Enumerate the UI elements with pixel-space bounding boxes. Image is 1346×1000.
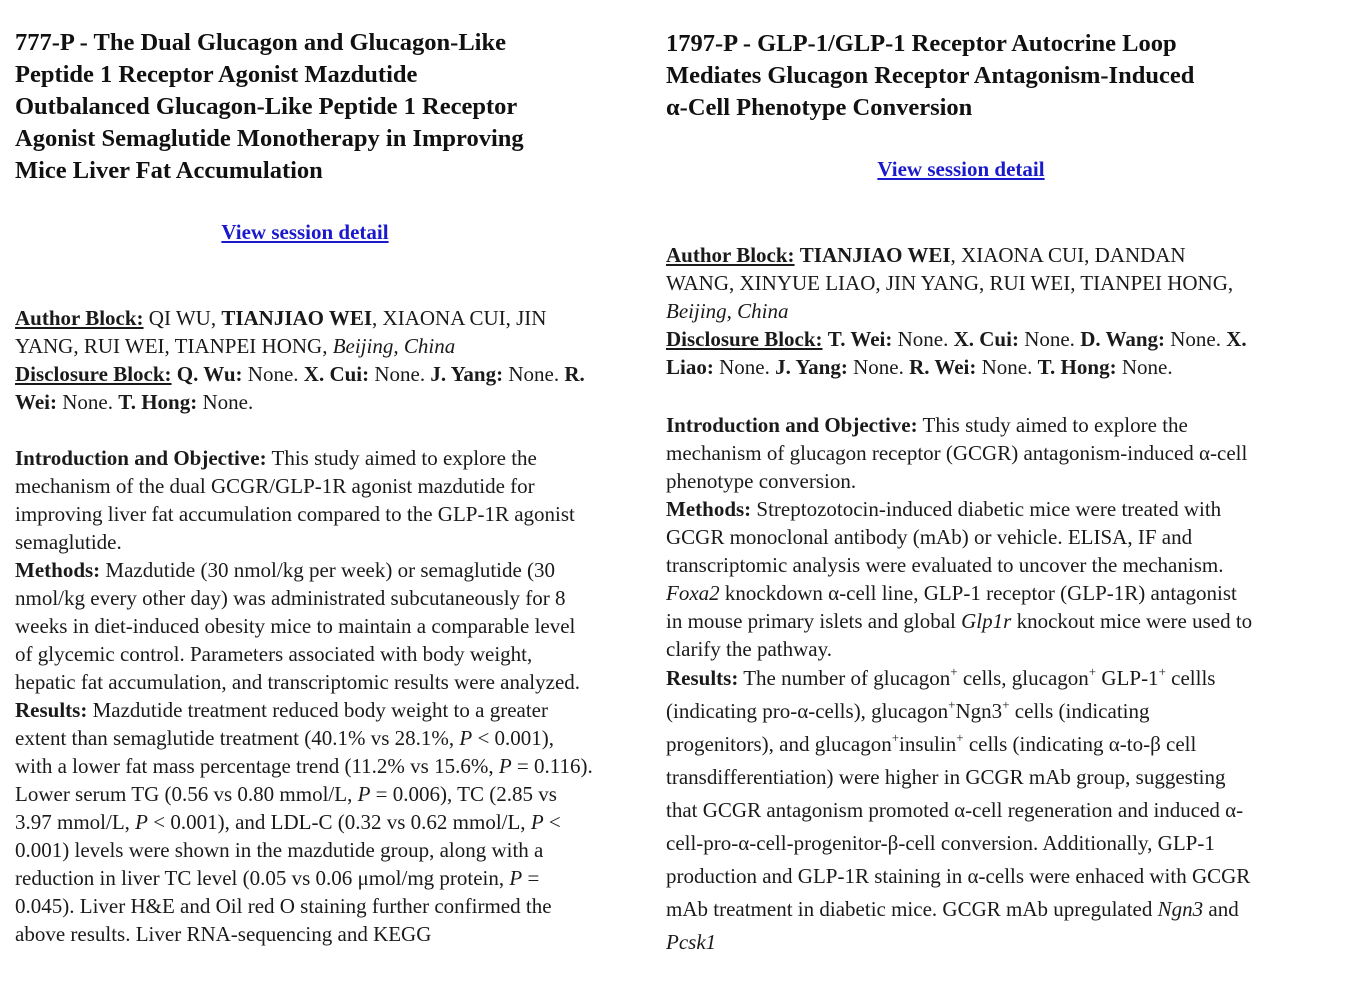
- bold-text: Introduction and Objective:: [666, 413, 918, 437]
- bold-text: T. Wei:: [827, 327, 893, 351]
- text-run: None.: [892, 327, 954, 351]
- text-run: None.: [503, 362, 565, 386]
- abstract-body: [15, 444, 595, 948]
- bold-text: X. Liao:: [666, 327, 1247, 379]
- bold-text: T. Hong:: [118, 390, 198, 414]
- title-line: Mice Liver Fat Accumulation: [15, 157, 323, 184]
- italic-text: Glp1r: [961, 609, 1012, 633]
- text-run: cells (indicating α-to-β cell transdifferentiation) were higher in GCGR mAb group, suggesting that GCGR antagonism promoted α-cell regeneration and induced α-cell-pro-α-cell-progenitor-β-cell conversion. Additionally, GLP-1 production and GLP-1R staining in α-cells were enhaced with GCGR mAb treatment in diabetic mice. GCGR mAb upregulated: [666, 732, 1251, 921]
- bold-text: J. Yang:: [430, 362, 504, 386]
- text-run: < 0.001), with a lower fat mass percentage trend (11.2% vs 15.6%,: [15, 726, 555, 778]
- abstract-title: [666, 28, 1256, 124]
- view-session-detail-link[interactable]: View session detail: [221, 220, 389, 244]
- superscript: +: [950, 664, 958, 679]
- title-line: 777-P - The Dual Glucagon and Glucagon-Like: [15, 29, 506, 56]
- block-label: Disclosure Block:: [15, 362, 172, 386]
- text-run: < 0.001) levels were shown in the mazdutide group, along with a reduction in liver TC level (0.05 vs 0.06 μmol/mg protein,: [15, 810, 561, 890]
- bold-text: Results:: [15, 698, 88, 722]
- superscript: +: [1002, 697, 1010, 712]
- text-run: None.: [847, 355, 910, 379]
- author-disclosure-block: [15, 304, 595, 416]
- bold-text: X. Cui:: [303, 362, 370, 386]
- text-run: , XIAONA CUI, DANDAN WANG, XINYUE LIAO, JIN YANG, RUI WEI, TIANPEI HONG,: [666, 243, 1234, 295]
- italic-text: Beijing, China: [332, 334, 456, 358]
- bold-text: R. Wei:: [15, 362, 585, 414]
- italic-text: P: [459, 726, 473, 750]
- text-run: The number of glucagon: [738, 666, 951, 690]
- text-run: None.: [713, 355, 776, 379]
- superscript: +: [1158, 664, 1166, 679]
- bold-text: D. Wang:: [1080, 327, 1165, 351]
- text-run: cells (indicating progenitors), and glucagon: [666, 699, 1150, 756]
- bold-text: Introduction and Objective:: [15, 446, 267, 470]
- text-run: None.: [197, 390, 254, 414]
- bold-text: TIANJIAO WEI: [221, 306, 373, 330]
- italic-text: P: [498, 754, 512, 778]
- title-line: Mediates Glucagon Receptor Antagonism-Induced: [666, 62, 1195, 89]
- text-run: Mazdutide (30 nmol/kg per week) or semaglutide (30 nmol/kg every other day) was administrated subcutaneously for 8 weeks in diet-induced obesity mice to maintain a comparable level of glycemic control. Parameters associated with body weight, hepatic fat accumulation, and transcriptomic results were analyzed.: [15, 558, 581, 694]
- text-run: None.: [1018, 327, 1081, 351]
- text-run: = 0.116). Lower serum TG (0.56 vs 0.80 mmol/L,: [15, 754, 593, 806]
- superscript: +: [1088, 664, 1097, 679]
- title-line: α-Cell Phenotype Conversion: [666, 94, 973, 121]
- abstract-title: [15, 27, 595, 187]
- superscript: +: [948, 697, 956, 712]
- italic-text: P: [530, 810, 544, 834]
- text-run: None.: [976, 355, 1038, 379]
- bold-text: J. Yang:: [775, 355, 848, 379]
- italic-text: Foxa2: [666, 581, 720, 605]
- bold-text: Methods:: [666, 497, 752, 521]
- text-run: None.: [57, 390, 119, 414]
- text-run: This study aimed to explore the mechanism of the dual GCGR/GLP-1R agonist mazdutide for improving liver fat accumulation compared to the GLP-1R agonist semaglutide.: [15, 446, 575, 554]
- bold-text: TIANJIAO WEI: [799, 243, 951, 267]
- text-run: None.: [242, 362, 304, 386]
- italic-text: P: [357, 782, 371, 806]
- abstract-results: [666, 662, 1256, 959]
- italic-text: P: [509, 866, 523, 890]
- text-run: GLP-1: [1096, 666, 1159, 690]
- text-run: = 0.006), TC (2.85 vs 3.97 mmol/L,: [15, 782, 557, 834]
- italic-text: Ngn3: [1157, 897, 1204, 921]
- text-run: , XIAONA CUI, JIN YANG, RUI WEI, TIANPEI HONG,: [15, 306, 547, 358]
- text-run: knockdown α-cell line, GLP-1 receptor (GLP-1R) antagonist in mouse primary islets and global: [666, 581, 1237, 633]
- text-run: Streptozotocin-induced diabetic mice were treated with GCGR monoclonal antibody (mAb) or vehicle. ELISA, IF and transcriptomic analysis were evaluated to uncover the mechanism.: [666, 497, 1224, 577]
- text-run: None.: [1116, 355, 1173, 379]
- title-line: Peptide 1 Receptor Agonist Mazdutide: [15, 61, 418, 88]
- abstract-1797-p: [666, 0, 1256, 959]
- text-run: QI WU,: [143, 306, 222, 330]
- text-run: Mazdutide treatment reduced body weight to a greater extent than semaglutide treatment (40.1% vs 28.1%,: [15, 698, 548, 750]
- text-run: Ngn3: [955, 699, 1003, 723]
- text-run: < 0.001), and LDL-C (0.32 vs 0.62 mmol/L,: [148, 810, 531, 834]
- block-label: Author Block:: [666, 243, 795, 267]
- block-label: Author Block:: [15, 306, 144, 330]
- italic-text: Beijing, China: [666, 299, 789, 323]
- text-run: cellls (indicating pro-α-cells), glucagon: [666, 666, 1216, 723]
- title-line: Agonist Semaglutide Monotherapy in Improving: [15, 125, 524, 152]
- text-run: None.: [369, 362, 431, 386]
- abstract-777-p: [15, 0, 595, 948]
- text-run: = 0.045). Liver H&E and Oil red O staining further confirmed the above results. Liver RNA-sequencing and KEGG: [15, 866, 552, 946]
- text-run: insulin: [899, 732, 957, 756]
- block-label: Disclosure Block:: [666, 327, 823, 351]
- title-line: Outbalanced Glucagon-Like Peptide 1 Receptor: [15, 93, 518, 120]
- bold-text: Methods:: [15, 558, 101, 582]
- title-line: 1797-P - GLP-1/GLP-1 Receptor Autocrine Loop: [666, 30, 1177, 57]
- bold-text: Results:: [666, 666, 739, 690]
- superscript: +: [956, 730, 964, 745]
- bold-text: X. Cui:: [953, 327, 1019, 351]
- italic-text: Pcsk1: [666, 930, 717, 954]
- text-run: None.: [1165, 327, 1227, 351]
- text-run: cells, glucagon: [957, 666, 1089, 690]
- bold-text: R. Wei:: [909, 355, 977, 379]
- italic-text: P: [135, 810, 148, 834]
- text-run: and: [1203, 897, 1239, 921]
- author-disclosure-block: [666, 241, 1256, 381]
- abstract-body: [666, 411, 1256, 663]
- text-run: This study aimed to explore the mechanism of glucagon receptor (GCGR) antagonism-induced α-cell phenotype conversion.: [666, 413, 1248, 493]
- text-run: knockout mice were used to clarify the pathway.: [666, 609, 1253, 661]
- bold-text: Q. Wu:: [176, 362, 243, 386]
- bold-text: T. Hong:: [1037, 355, 1117, 379]
- superscript: +: [891, 730, 900, 745]
- view-session-detail-link[interactable]: View session detail: [877, 157, 1045, 181]
